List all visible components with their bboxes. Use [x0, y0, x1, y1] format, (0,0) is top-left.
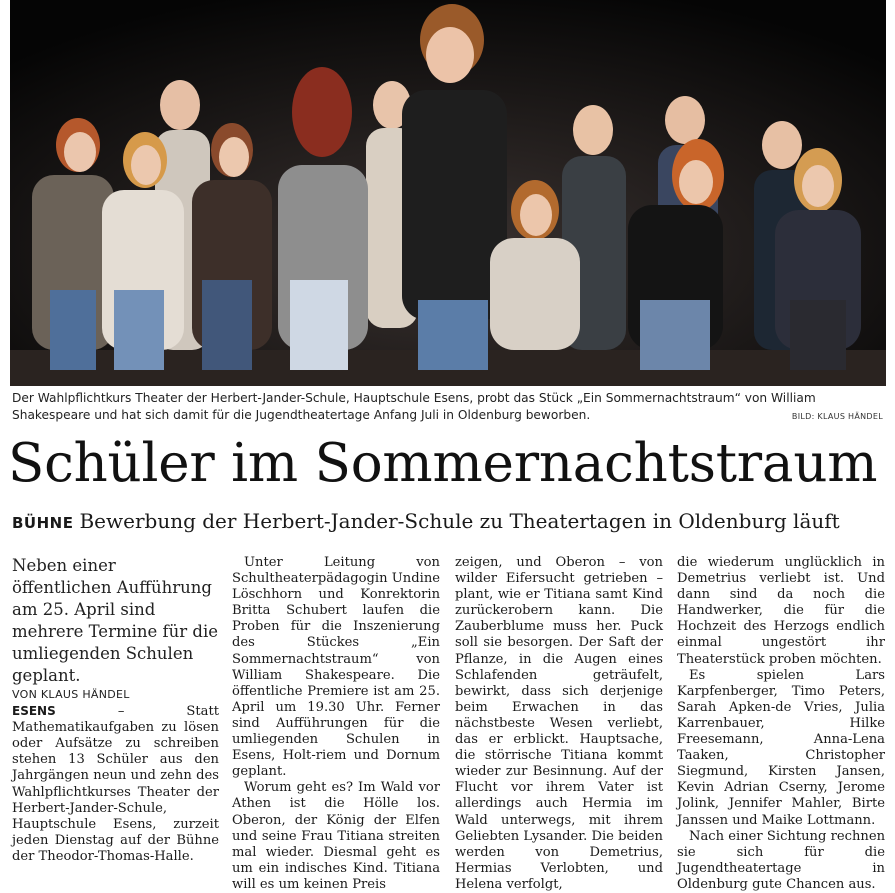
lead-paragraph	[12, 703, 219, 865]
article-column-4	[677, 555, 885, 893]
article-column-1	[12, 555, 219, 865]
article-column-3	[455, 555, 663, 893]
cast-paragraph: Es spielen Lars Karpfenberger, Timo Peters, Sarah Apken-de Vries, Julia Karrenbauer, Hilke Freesemann, Anna-Lena Taaken, Christopher Siegmund, Kirsten Jansen, Kevin Adrian Cserny, Jerome Jolink, Jennifer Mahler, Birte Janssen und Maike Lottmann.	[677, 667, 885, 828]
lead-text: – Statt Mathematikaufgaben zu lösen oder Aufsätze zu schreiben stehen 13 Schüler aus den Jahrgängen neun und zehn des Wahlpflichtkurses Theater der Herbert-Jander-Schule, Hauptschule Esens, zurzeit jeden Dienstag auf der Bühne der Theodor-Thomas-Halle.	[12, 704, 219, 864]
byline: VON KLAUS HÄNDEL	[12, 688, 130, 701]
body-paragraph: die wiederum unglücklich in Demetrius verliebt ist. Und dann sind da noch die Handwerker, die für die Hochzeit des Herzogs endlich einmal ungestört ihr Theaterstück proben möchten.	[677, 555, 885, 667]
subheadline	[12, 506, 888, 538]
subheadline-text: Bewerbung der Herbert-Jander-Schule zu Theatertagen in Oldenburg läuft	[79, 509, 840, 533]
photo-credit: BILD: KLAUS HÄNDEL	[791, 412, 883, 421]
headline: Schüler im Sommernachtstraum	[8, 433, 878, 494]
photo-caption: Der Wahlpflichtkurs Theater der Herbert-Jander-Schule, Hauptschule Esens, probt das Stück „Ein Sommernachtstraum“ von William Shakespeare und hat sich damit für die Jugendtheatertage Anfang Juli in Oldenburg beworben.	[12, 391, 816, 422]
dateline: ESENS	[12, 704, 56, 719]
article-column-2	[232, 555, 440, 893]
teaser: Neben einer öffentlichen Aufführung am 25. April sind mehrere Termine für die umliegenden Schulen geplant.	[12, 556, 218, 685]
body-paragraph: Worum geht es? Im Wald vor Athen ist die Hölle los. Oberon, der König der Elfen und seine Frau Titiana streiten mal wieder. Diesmal geht es um ein indisches Kind. Titiana will es um keinen Preis	[232, 780, 440, 892]
theater-group-photo	[10, 0, 886, 386]
article-photo	[10, 0, 886, 386]
rubric-label: BÜHNE	[12, 514, 74, 532]
body-paragraph: zeigen, und Oberon – von wilder Eifersucht getrieben – plant, wie er Titiana samt Kind zurückerobern kann. Die Zauberblume muss her. Puck soll sie besorgen. Der Saft der Pflanze, in die Augen eines Schlafenden geträufelt, bewirkt, dass sich derjenige beim Erwachen in das nächstbeste Wesen verliebt, das er erblickt. Hauptsache, die störrische Titiana kommt wieder zur Besinnung. Auf der Flucht vor ihrem Vater ist allerdings auch Hermia im Wald unterwegs, mit ihrem Geliebten Lysander. Die beiden werden von Demetrius, Hermias Verlobten, und Helena verfolgt,	[455, 555, 663, 892]
body-paragraph: Nach einer Sichtung rechnen sie sich für die Jugendtheatertage in Oldenburg gute Chancen aus.	[677, 828, 885, 892]
body-paragraph: Unter Leitung von Schultheaterpädagogin Undine Löschhorn und Konrektorin Britta Schubert laufen die Proben für die Inszenierung des Stückes „Ein Sommernachtstraum“ von William Shakespeare. Die öffentliche Premiere ist am 25. April um 19.30 Uhr. Ferner sind Aufführungen für die umliegenden Schulen in Esens, Holt-riem und Dornum geplant.	[232, 555, 440, 780]
